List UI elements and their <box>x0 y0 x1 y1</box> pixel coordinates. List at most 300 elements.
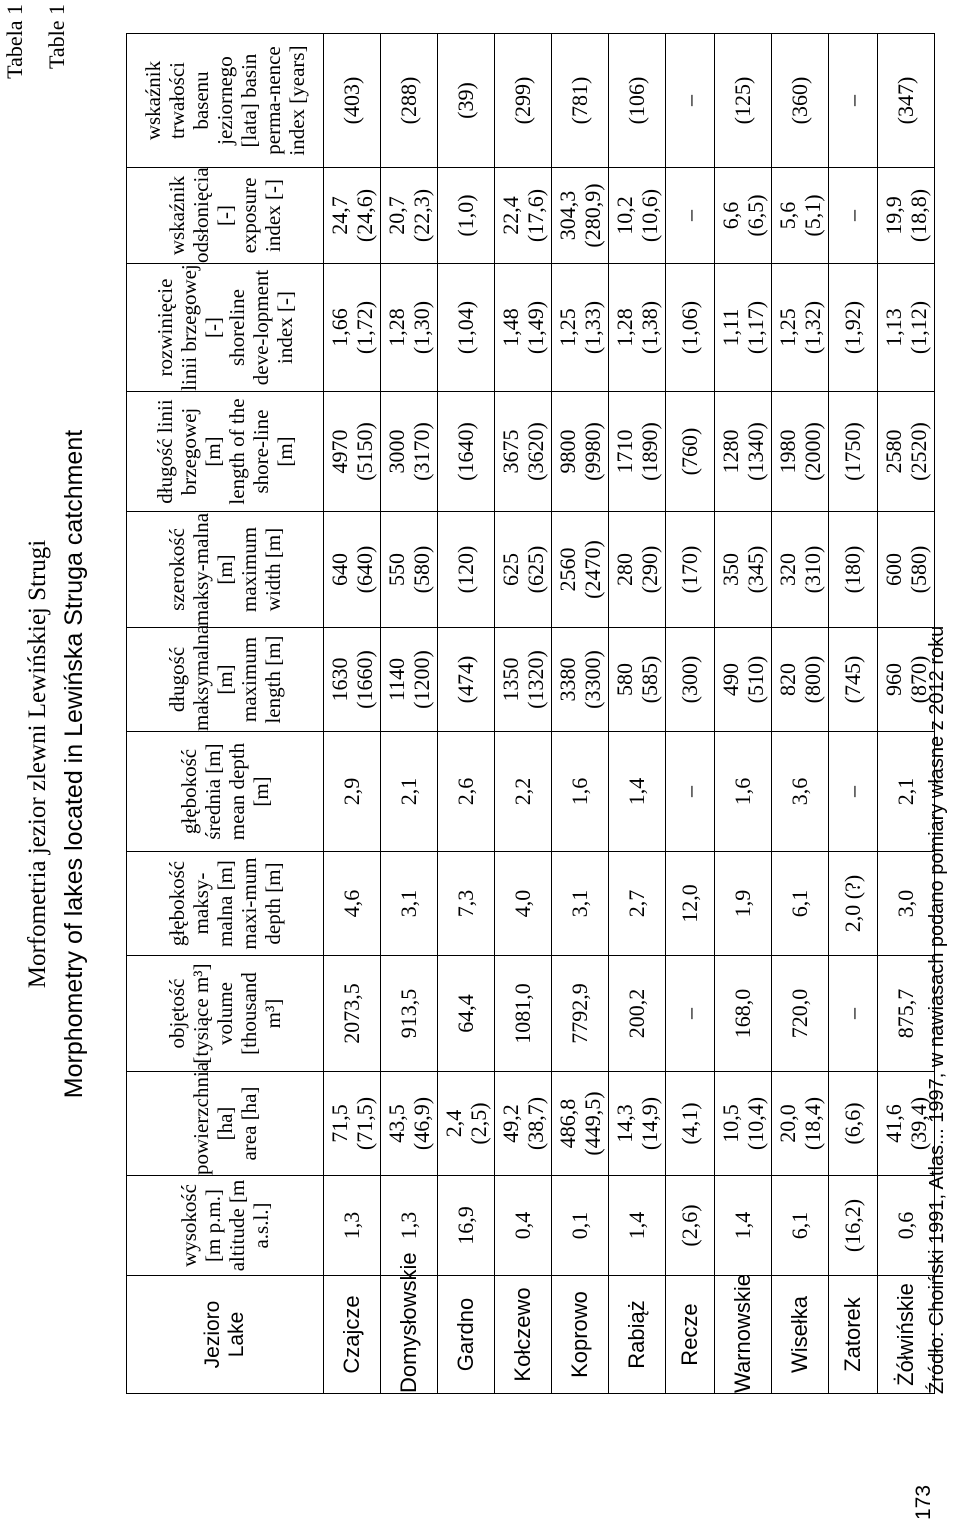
column-header-en: volume [thousand m³] <box>212 972 286 1055</box>
cell-value: 43,5 <box>383 1104 409 1143</box>
column-header-en: shoreline deve-lopment index [-] <box>225 269 298 386</box>
table-cell <box>772 392 829 512</box>
cell-value-own-measurement: (24,6) <box>352 188 377 243</box>
cell-value: 9800 <box>554 429 580 474</box>
cell-value: (781) <box>567 76 593 125</box>
table-cell <box>552 732 609 852</box>
cell-value-own-measurement: (10,4) <box>743 1096 768 1151</box>
table-cell <box>772 956 829 1072</box>
morphometry-table <box>126 33 935 1394</box>
cell-value: 1630 <box>326 657 352 702</box>
cell-value: 3,1 <box>567 889 593 918</box>
cell-value: 24,7 <box>326 196 352 235</box>
cell-value: 1,48 <box>497 308 523 347</box>
cell-value: 3380 <box>554 657 580 702</box>
cell-value: (745) <box>840 655 866 704</box>
table-row <box>381 34 438 1394</box>
table-cell <box>715 264 772 392</box>
table-cell <box>829 852 878 956</box>
column-header-pl: powierzchnia [ha] <box>188 1061 237 1175</box>
table-cell <box>715 168 772 264</box>
morphometry-table-wrapper <box>126 33 935 1394</box>
cell-value-own-measurement: (1,32) <box>800 300 825 355</box>
table-cell <box>609 168 666 264</box>
table-cell <box>772 628 829 732</box>
lake-name-cell: Warnowskie <box>715 1276 772 1394</box>
cell-value: 200,2 <box>624 988 650 1039</box>
cell-value: 2580 <box>880 429 906 474</box>
cell-value: 2,1 <box>396 777 422 806</box>
table-cell <box>609 1176 666 1276</box>
cell-value: 3,6 <box>787 777 813 806</box>
cell-value-own-measurement: (3300) <box>580 650 605 709</box>
cell-value: 2560 <box>554 547 580 592</box>
cell-value: 7,3 <box>453 889 479 918</box>
cell-value: – <box>677 786 703 797</box>
lake-name-cell: Gardno <box>438 1276 495 1394</box>
cell-value-own-measurement: (585) <box>637 655 662 704</box>
table-cell <box>438 392 495 512</box>
table-cell <box>666 168 715 264</box>
table-cell <box>878 264 935 392</box>
column-header-pl: wskaźnik trwałości basenu jeziornego <box>140 56 237 145</box>
table-row <box>666 34 715 1394</box>
cell-value-own-measurement: (800) <box>800 655 825 704</box>
cell-value: 12,0 <box>677 884 703 923</box>
lake-name-cell: Koprowo <box>552 1276 609 1394</box>
column-header-3 <box>127 956 324 1072</box>
cell-value: (1,06) <box>677 300 703 355</box>
cell-value: (180) <box>840 545 866 594</box>
table-cell <box>438 34 495 168</box>
lake-name-cell: Wisełka <box>772 1276 829 1394</box>
table-cell <box>324 392 381 512</box>
cell-value: 2,7 <box>624 889 650 918</box>
table-cell <box>666 34 715 168</box>
cell-value: 2,2 <box>510 777 536 806</box>
table-cell <box>381 512 438 628</box>
table-cell <box>609 628 666 732</box>
cell-value: 0,6 <box>893 1211 919 1240</box>
cell-value-own-measurement: (38,7) <box>523 1096 548 1151</box>
column-header-2 <box>127 1061 324 1176</box>
cell-value: 3000 <box>383 429 409 474</box>
column-header-en: Lake <box>225 1311 248 1358</box>
column-header-5 <box>127 732 324 852</box>
cell-value: (1750) <box>840 422 866 481</box>
cell-value: 2,4 <box>440 1109 466 1138</box>
table-label-en: Table 1 <box>44 4 69 70</box>
table-cell <box>324 1176 381 1276</box>
table-row <box>772 34 829 1394</box>
table-cell <box>715 1072 772 1176</box>
cell-value: (347) <box>893 76 919 125</box>
cell-value: 22,4 <box>497 196 523 235</box>
cell-value: 2,9 <box>339 777 365 806</box>
column-header-pl: głębokość maksy-malna [m] <box>164 860 237 947</box>
cell-value-own-measurement: (1,38) <box>637 300 662 355</box>
source-note: Źródło: Choiński 1991, Atlas... 1997, w nawiasach podano pomiary własne z 2012 roku <box>926 625 948 1394</box>
cell-value-own-measurement: (71,5) <box>352 1096 377 1151</box>
cell-value: 1,4 <box>624 777 650 806</box>
cell-value: 1710 <box>611 429 637 474</box>
cell-value-own-measurement: (510) <box>743 655 768 704</box>
table-cell <box>609 512 666 628</box>
table-cell <box>609 1072 666 1176</box>
table-cell <box>829 956 878 1072</box>
table-cell <box>552 628 609 732</box>
lake-name-cell: Rabiąż <box>609 1276 666 1394</box>
table-cell <box>552 264 609 392</box>
table-label-pl: Tabela 1 <box>2 4 27 79</box>
cell-value: 10,5 <box>717 1104 743 1143</box>
table-cell <box>381 732 438 852</box>
cell-value: 1,11 <box>717 308 743 347</box>
table-row <box>324 34 381 1394</box>
cell-value: 1,6 <box>730 777 756 806</box>
cell-value-own-measurement: (1,12) <box>906 300 931 355</box>
cell-value: – <box>677 95 703 106</box>
cell-value-own-measurement: (1320) <box>523 650 548 709</box>
table-cell <box>381 168 438 264</box>
cell-value-own-measurement: (870) <box>906 655 931 704</box>
cell-value: 1980 <box>774 429 800 474</box>
table-cell <box>772 264 829 392</box>
table-cell <box>438 1176 495 1276</box>
column-header-en: maximum length [m] <box>237 635 286 724</box>
table-cell <box>438 628 495 732</box>
lake-name-cell: Czajcze <box>324 1276 381 1394</box>
cell-value: – <box>677 210 703 221</box>
cell-value: 3675 <box>497 429 523 474</box>
column-header-6 <box>127 624 324 732</box>
table-row <box>715 34 772 1394</box>
table-cell <box>381 852 438 956</box>
cell-value: 1,28 <box>383 308 409 347</box>
cell-value-own-measurement: (1,72) <box>352 300 377 355</box>
table-cell <box>495 264 552 392</box>
column-header-en: mean depth [m] <box>225 742 274 841</box>
cell-value-own-measurement: (1200) <box>409 650 434 709</box>
column-header-pl: długość maksymalna [m] <box>164 624 237 731</box>
table-cell <box>438 732 495 852</box>
cell-value: 64,4 <box>453 994 479 1033</box>
table-cell <box>715 732 772 852</box>
column-header-7 <box>127 512 324 628</box>
cell-value: 19,9 <box>880 196 906 235</box>
cell-value: 3,1 <box>396 889 422 918</box>
cell-value: 0,1 <box>567 1211 593 1240</box>
table-cell <box>715 512 772 628</box>
cell-value: (299) <box>510 76 536 125</box>
cell-value-own-measurement: (2000) <box>800 422 825 481</box>
table-cell <box>878 392 935 512</box>
cell-value-own-measurement: (1890) <box>637 422 662 481</box>
cell-value: (403) <box>339 76 365 125</box>
table-cell <box>324 34 381 168</box>
cell-value-own-measurement: (14,9) <box>637 1096 662 1151</box>
table-cell <box>438 852 495 956</box>
cell-value-own-measurement: (46,9) <box>409 1096 434 1151</box>
table-cell <box>878 168 935 264</box>
lake-name-cell: Żółwińskie <box>878 1276 935 1394</box>
cell-value: (4,1) <box>677 1102 703 1145</box>
table-cell <box>666 628 715 732</box>
table-cell <box>609 956 666 1072</box>
table-cell <box>772 732 829 852</box>
column-header-pl: wysokość [m p.m.] <box>176 1184 225 1267</box>
cell-value: 14,3 <box>611 1104 637 1143</box>
column-header-pl: szerokość maksy-malna [m] <box>164 512 237 627</box>
cell-value: – <box>840 95 866 106</box>
cell-value: 4970 <box>326 429 352 474</box>
cell-value: 490 <box>717 663 743 696</box>
cell-value: 1350 <box>497 657 523 702</box>
cell-value-own-measurement: (310) <box>800 545 825 594</box>
table-cell <box>666 392 715 512</box>
cell-value: 625 <box>497 553 523 586</box>
table-cell <box>552 392 609 512</box>
cell-value-own-measurement: (1,49) <box>523 300 548 355</box>
table-cell <box>552 956 609 1072</box>
table-cell <box>381 264 438 392</box>
column-header-pl: wskaźnik odsłonięcia [-] <box>164 167 237 263</box>
cell-value: 486,8 <box>554 1098 580 1149</box>
cell-value-own-measurement: (39,4) <box>906 1096 931 1151</box>
cell-value: 1280 <box>717 429 743 474</box>
table-cell <box>552 1176 609 1276</box>
cell-value-own-measurement: (22,3) <box>409 188 434 243</box>
table-cell <box>666 732 715 852</box>
cell-value: (16,2) <box>840 1198 866 1253</box>
cell-value-own-measurement: (345) <box>743 545 768 594</box>
column-header-4 <box>127 852 324 956</box>
cell-value: 20,0 <box>774 1104 800 1143</box>
cell-value: 1,6 <box>567 777 593 806</box>
column-header-pl: długość linii brzegowej [m] <box>152 399 225 504</box>
table-cell <box>715 956 772 1072</box>
table-cell <box>829 1072 878 1176</box>
table-cell <box>381 956 438 1072</box>
table-cell <box>829 168 878 264</box>
table-cell <box>324 732 381 852</box>
cell-value: 6,1 <box>787 889 813 918</box>
cell-value: 6,6 <box>717 201 743 230</box>
cell-value: 41,6 <box>880 1104 906 1143</box>
table-cell <box>829 628 878 732</box>
table-cell <box>324 956 381 1072</box>
table-cell <box>381 34 438 168</box>
table-cell <box>829 264 878 392</box>
cell-value-own-measurement: (580) <box>906 545 931 594</box>
cell-value: (1640) <box>453 422 479 481</box>
table-row <box>609 34 666 1394</box>
cell-value: 1,3 <box>396 1211 422 1240</box>
column-header-11 <box>127 34 324 168</box>
table-cell <box>552 852 609 956</box>
table-cell <box>609 732 666 852</box>
cell-value-own-measurement: (280,9) <box>580 183 605 248</box>
cell-value-own-measurement: (3620) <box>523 422 548 481</box>
table-cell <box>438 956 495 1072</box>
table-cell <box>715 628 772 732</box>
table-cell <box>772 34 829 168</box>
cell-value: 6,1 <box>787 1211 813 1240</box>
cell-value: 20,7 <box>383 196 409 235</box>
cell-value-own-measurement: (18,4) <box>800 1096 825 1151</box>
cell-value: (125) <box>730 76 756 125</box>
table-cell <box>666 1176 715 1276</box>
column-header-en: maximum width [m] <box>237 526 286 613</box>
cell-value: (39) <box>453 82 479 119</box>
table-cell <box>552 512 609 628</box>
cell-value-own-measurement: (2520) <box>906 422 931 481</box>
cell-value: 304,3 <box>554 190 580 241</box>
table-cell <box>438 1072 495 1176</box>
cell-value: 1,13 <box>880 308 906 347</box>
column-header-en: [lata] basin perma-nence index [years] <box>237 45 310 156</box>
table-cell <box>829 34 878 168</box>
cell-value: 1,3 <box>339 1211 365 1240</box>
cell-value: 2,6 <box>453 777 479 806</box>
table-row <box>495 34 552 1394</box>
cell-value: 1,4 <box>730 1211 756 1240</box>
cell-value: 4,0 <box>510 889 536 918</box>
table-cell <box>772 852 829 956</box>
cell-value-own-measurement: (640) <box>352 545 377 594</box>
cell-value: 350 <box>717 553 743 586</box>
cell-value: 580 <box>611 663 637 696</box>
table-cell <box>715 852 772 956</box>
cell-value-own-measurement: (2,5) <box>466 1102 491 1145</box>
cell-value: 49,2 <box>497 1104 523 1143</box>
column-header-en: area [ha] <box>237 1086 262 1161</box>
table-cell <box>324 628 381 732</box>
lake-name-cell: Domysłowskie <box>381 1276 438 1394</box>
table-cell <box>666 1072 715 1176</box>
table-cell <box>438 512 495 628</box>
cell-value: – <box>677 1008 703 1019</box>
table-cell <box>552 1072 609 1176</box>
cell-value: 1,4 <box>624 1211 650 1240</box>
table-cell <box>829 392 878 512</box>
table-cell <box>324 168 381 264</box>
lake-name-cell: Recze <box>666 1276 715 1394</box>
cell-value: 550 <box>383 553 409 586</box>
cell-value: (474) <box>453 655 479 704</box>
cell-value: 16,9 <box>453 1206 479 1245</box>
table-row <box>829 34 878 1394</box>
column-header-en: length of the shore-line [m] <box>225 398 298 505</box>
table-cell <box>609 264 666 392</box>
cell-value-own-measurement: (290) <box>637 545 662 594</box>
table-cell <box>609 392 666 512</box>
table-cell <box>495 168 552 264</box>
table-cell <box>495 392 552 512</box>
table-cell <box>829 732 878 852</box>
table-cell <box>552 34 609 168</box>
cell-value: (170) <box>677 545 703 594</box>
table-cell <box>772 1072 829 1176</box>
lake-name-cell: Kołczewo <box>495 1276 552 1394</box>
header-row <box>127 34 324 1394</box>
table-cell <box>666 512 715 628</box>
title-pl: Morfometria jezior zlewni Lewińskiej Strugi <box>24 539 51 989</box>
table-cell <box>829 1176 878 1276</box>
cell-value: 1,25 <box>554 308 580 347</box>
cell-value: (6,6) <box>840 1102 866 1145</box>
cell-value: (760) <box>677 427 703 476</box>
table-cell <box>715 392 772 512</box>
cell-value: 71,5 <box>326 1104 352 1143</box>
table-cell <box>666 956 715 1072</box>
cell-value: (360) <box>787 76 813 125</box>
cell-value: 1081,0 <box>510 983 536 1044</box>
table-cell <box>878 512 935 628</box>
table-cell <box>495 512 552 628</box>
cell-value: 1,66 <box>326 308 352 347</box>
table-cell <box>381 392 438 512</box>
column-header-0 <box>127 1276 324 1394</box>
table-cell <box>878 34 935 168</box>
cell-value: 820 <box>774 663 800 696</box>
cell-value: 1,9 <box>730 889 756 918</box>
table-cell <box>495 732 552 852</box>
cell-value: 2,1 <box>893 777 919 806</box>
cell-value: 600 <box>880 553 906 586</box>
column-header-1 <box>127 1176 324 1276</box>
column-header-en: maxi-mum depth [m] <box>237 857 286 950</box>
cell-value: 10,2 <box>611 196 637 235</box>
cell-value-own-measurement: (2470) <box>580 540 605 599</box>
cell-value: – <box>840 786 866 797</box>
table-cell <box>666 852 715 956</box>
cell-value-own-measurement: (1660) <box>352 650 377 709</box>
table-cell <box>772 1176 829 1276</box>
cell-value-own-measurement: (1,30) <box>409 300 434 355</box>
cell-value-own-measurement: (5150) <box>352 422 377 481</box>
table-cell <box>552 168 609 264</box>
cell-value: (1,92) <box>840 300 866 355</box>
cell-value-own-measurement: (17,6) <box>523 188 548 243</box>
cell-value: 0,4 <box>510 1211 536 1240</box>
cell-value: 720,0 <box>787 988 813 1039</box>
cell-value: 875,7 <box>893 988 919 1039</box>
table-cell <box>495 1176 552 1276</box>
table-body <box>324 34 935 1394</box>
cell-value: (1,04) <box>453 300 479 355</box>
cell-value: 168,0 <box>730 988 756 1039</box>
column-header-pl: objętość [tysiące m³] <box>164 963 213 1064</box>
table-cell <box>715 34 772 168</box>
column-header-pl: Jezioro <box>200 1300 224 1369</box>
table-row <box>438 34 495 1394</box>
cell-value: (120) <box>453 545 479 594</box>
table-row <box>552 34 609 1394</box>
cell-value: 640 <box>326 553 352 586</box>
cell-value: 2073,5 <box>339 983 365 1044</box>
cell-value: 7792,9 <box>567 983 593 1044</box>
cell-value-own-measurement: (9980) <box>580 422 605 481</box>
cell-value-own-measurement: (18,8) <box>906 188 931 243</box>
table-cell <box>495 34 552 168</box>
cell-value: (288) <box>396 76 422 125</box>
table-cell <box>772 512 829 628</box>
cell-value-own-measurement: (10,6) <box>637 188 662 243</box>
cell-value: 1140 <box>383 657 409 702</box>
cell-value: (106) <box>624 76 650 125</box>
cell-value: 960 <box>880 663 906 696</box>
